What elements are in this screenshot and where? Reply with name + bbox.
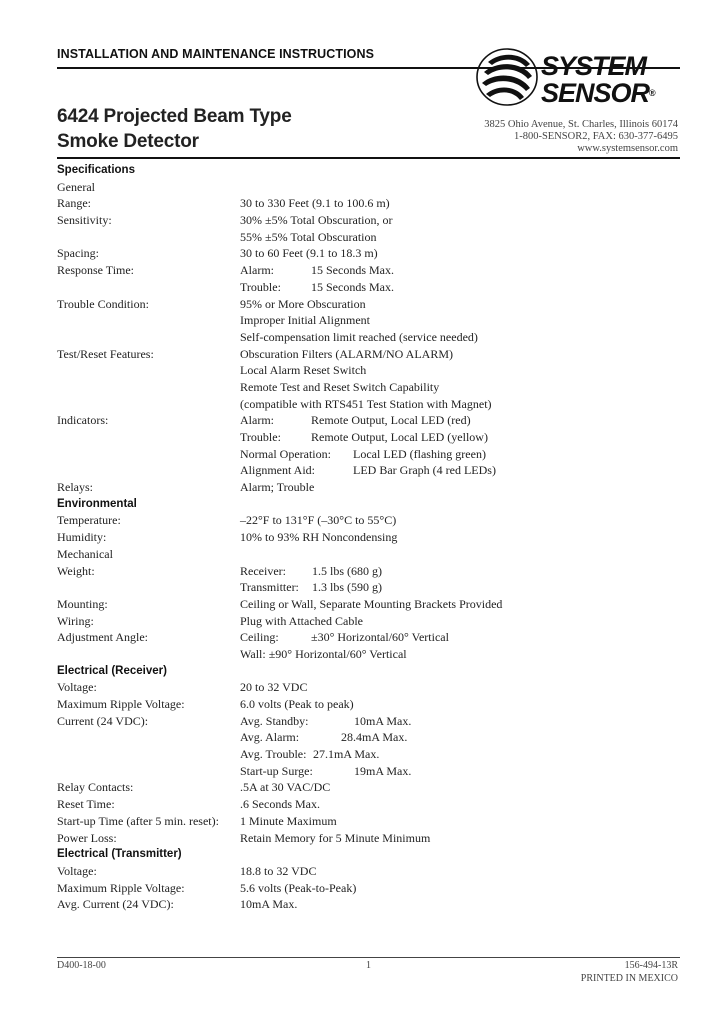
section-environmental: Environmental	[57, 497, 137, 510]
spec-value: Wall: ±90° Horizontal/60° Vertical	[240, 646, 407, 661]
spec-value: 1.5 lbs (680 g)	[312, 563, 382, 578]
spec-value: Local LED (flashing green)	[353, 446, 486, 461]
spec-label: Mounting:	[57, 596, 108, 611]
spec-label: Humidity:	[57, 530, 107, 545]
spec-value: 10% to 93% RH Noncondensing	[240, 530, 398, 545]
spec-value: 28.4mA Max.	[341, 730, 408, 745]
title-rule	[57, 157, 680, 159]
spec-sublabel: Transmitter:	[240, 580, 299, 595]
spec-value: 15 Seconds Max.	[311, 263, 394, 278]
spec-label: Power Loss:	[57, 830, 117, 845]
spec-value: .6 Seconds Max.	[240, 797, 320, 812]
section-electrical-receiver: Electrical (Receiver)	[57, 664, 167, 677]
spec-value: 30 to 330 Feet (9.1 to 100.6 m)	[240, 196, 390, 211]
spec-value: .5A at 30 VAC/DC	[240, 780, 331, 795]
spec-value: 18.8 to 32 VDC	[240, 863, 317, 878]
spec-value: 15 Seconds Max.	[311, 279, 394, 294]
spec-label: Maximum Ripple Voltage:	[57, 880, 185, 895]
spec-label: Response Time:	[57, 263, 135, 278]
section-specifications: Specifications	[57, 164, 135, 176]
spec-value: Improper Initial Alignment	[240, 313, 370, 328]
spec-label: Reset Time:	[57, 797, 115, 812]
spec-value: Remote Test and Reset Switch Capability	[240, 379, 440, 394]
spec-value: 30 to 60 Feet (9.1 to 18.3 m)	[240, 246, 378, 261]
spec-label: Relay Contacts:	[57, 780, 134, 795]
spec-value: Plug with Attached Cable	[240, 613, 363, 628]
spec-sublabel: Avg. Trouble:	[240, 747, 307, 762]
spec-value: (compatible with RTS451 Test Station with Magnet)	[240, 396, 492, 411]
footer-doc-code: D400-18-00	[57, 960, 106, 971]
spec-value: ±30° Horizontal/60° Vertical	[311, 630, 449, 645]
spec-value: Obscuration Filters (ALARM/NO ALARM)	[240, 346, 453, 361]
spec-label: Voltage:	[57, 680, 97, 695]
spec-sublabel: Receiver:	[240, 563, 286, 578]
spec-label: Adjustment Angle:	[57, 630, 148, 645]
spec-value: 1 Minute Maximum	[240, 813, 337, 828]
spec-value: Ceiling or Wall, Separate Mounting Brackets Provided	[240, 596, 503, 611]
spec-value: Remote Output, Local LED (red)	[311, 413, 471, 428]
spec-value: 19mA Max.	[354, 763, 412, 778]
page-number: 1	[366, 960, 371, 971]
spec-label: Start-up Time (after 5 min. reset):	[57, 813, 219, 828]
section-general: General	[57, 179, 95, 194]
spec-label: Maximum Ripple Voltage:	[57, 697, 185, 711]
spec-value: 10mA Max.	[354, 713, 412, 728]
spec-value: 55% ±5% Total Obscuration	[240, 229, 377, 244]
section-electrical-transmitter: Electrical (Transmitter)	[57, 848, 182, 861]
spec-label: Voltage:	[57, 863, 97, 878]
spec-sublabel: Alarm:	[240, 413, 274, 428]
company-phone-fax: 1-800-SENSOR2, FAX: 630-377-6495	[513, 131, 678, 142]
spec-sublabel: Alignment Aid:	[240, 463, 315, 478]
spec-value: 10mA Max.	[240, 897, 298, 912]
spec-sublabel: Avg. Alarm:	[240, 730, 300, 745]
spec-value: 6.0 volts (Peak to peak)	[240, 697, 354, 711]
spec-value: 1.3 lbs (590 g)	[312, 580, 382, 595]
spec-label: Test/Reset Features:	[57, 346, 154, 361]
brand-name-line1: SYSTEM	[541, 51, 647, 81]
spec-value: 20 to 32 VDC	[240, 680, 308, 695]
spec-label: Current (24 VDC):	[57, 713, 149, 728]
spec-label: Sensitivity:	[57, 213, 112, 228]
spec-sublabel: Trouble:	[240, 430, 281, 444]
spec-value: Remote Output, Local LED (yellow)	[311, 430, 488, 444]
document-heading: INSTALLATION AND MAINTENANCE INSTRUCTIONS	[57, 47, 375, 61]
spec-label: Wiring:	[57, 613, 94, 628]
company-website: www.systemsensor.com	[577, 143, 678, 154]
spec-value: 95% or More Obscuration	[240, 296, 366, 311]
spec-sublabel: Avg. Standby:	[240, 713, 309, 728]
spec-value: 27.1mA Max.	[313, 747, 380, 762]
spec-label: Indicators:	[57, 413, 109, 428]
section-mechanical: Mechanical	[57, 546, 113, 561]
spec-sublabel: Alarm:	[240, 263, 274, 278]
spec-value: Local Alarm Reset Switch	[240, 363, 367, 378]
spec-value: Self-compensation limit reached (service needed)	[240, 329, 478, 344]
spec-label: Spacing:	[57, 246, 99, 261]
spec-label: Temperature:	[57, 513, 121, 528]
spec-value: –22°F to 131°F (–30°C to 55°C)	[240, 513, 397, 528]
spec-sublabel: Ceiling:	[240, 630, 279, 645]
company-address: 3825 Ohio Avenue, St. Charles, Illinois 60174	[484, 119, 678, 130]
brand-name-line2: SENSOR®	[541, 78, 655, 108]
spec-value: Retain Memory for 5 Minute Minimum	[240, 830, 431, 845]
spec-label: Range:	[57, 196, 91, 211]
spec-value: Alarm; Trouble	[240, 480, 315, 495]
spec-value: LED Bar Graph (4 red LEDs)	[353, 463, 496, 478]
footer-part-number: 156-494-13R	[624, 960, 678, 971]
product-title-line2: Smoke Detector	[57, 131, 199, 152]
spec-value: 5.6 volts (Peak-to-Peak)	[240, 880, 357, 895]
footer-printed-in: PRINTED IN MEXICO	[580, 973, 678, 984]
spec-label: Weight:	[57, 563, 95, 578]
spec-value: 30% ±5% Total Obscuration, or	[240, 213, 393, 228]
product-title-line1: 6424 Projected Beam Type	[57, 106, 292, 127]
spec-sublabel: Start-up Surge:	[240, 763, 313, 778]
spec-label: Trouble Condition:	[57, 296, 149, 311]
spec-sublabel: Trouble:	[240, 279, 281, 294]
specifications-table	[57, 162, 680, 913]
footer-rule	[57, 957, 680, 958]
spec-label: Relays:	[57, 480, 93, 495]
spec-sublabel: Normal Operation:	[240, 446, 331, 461]
spec-label: Avg. Current (24 VDC):	[57, 897, 174, 912]
